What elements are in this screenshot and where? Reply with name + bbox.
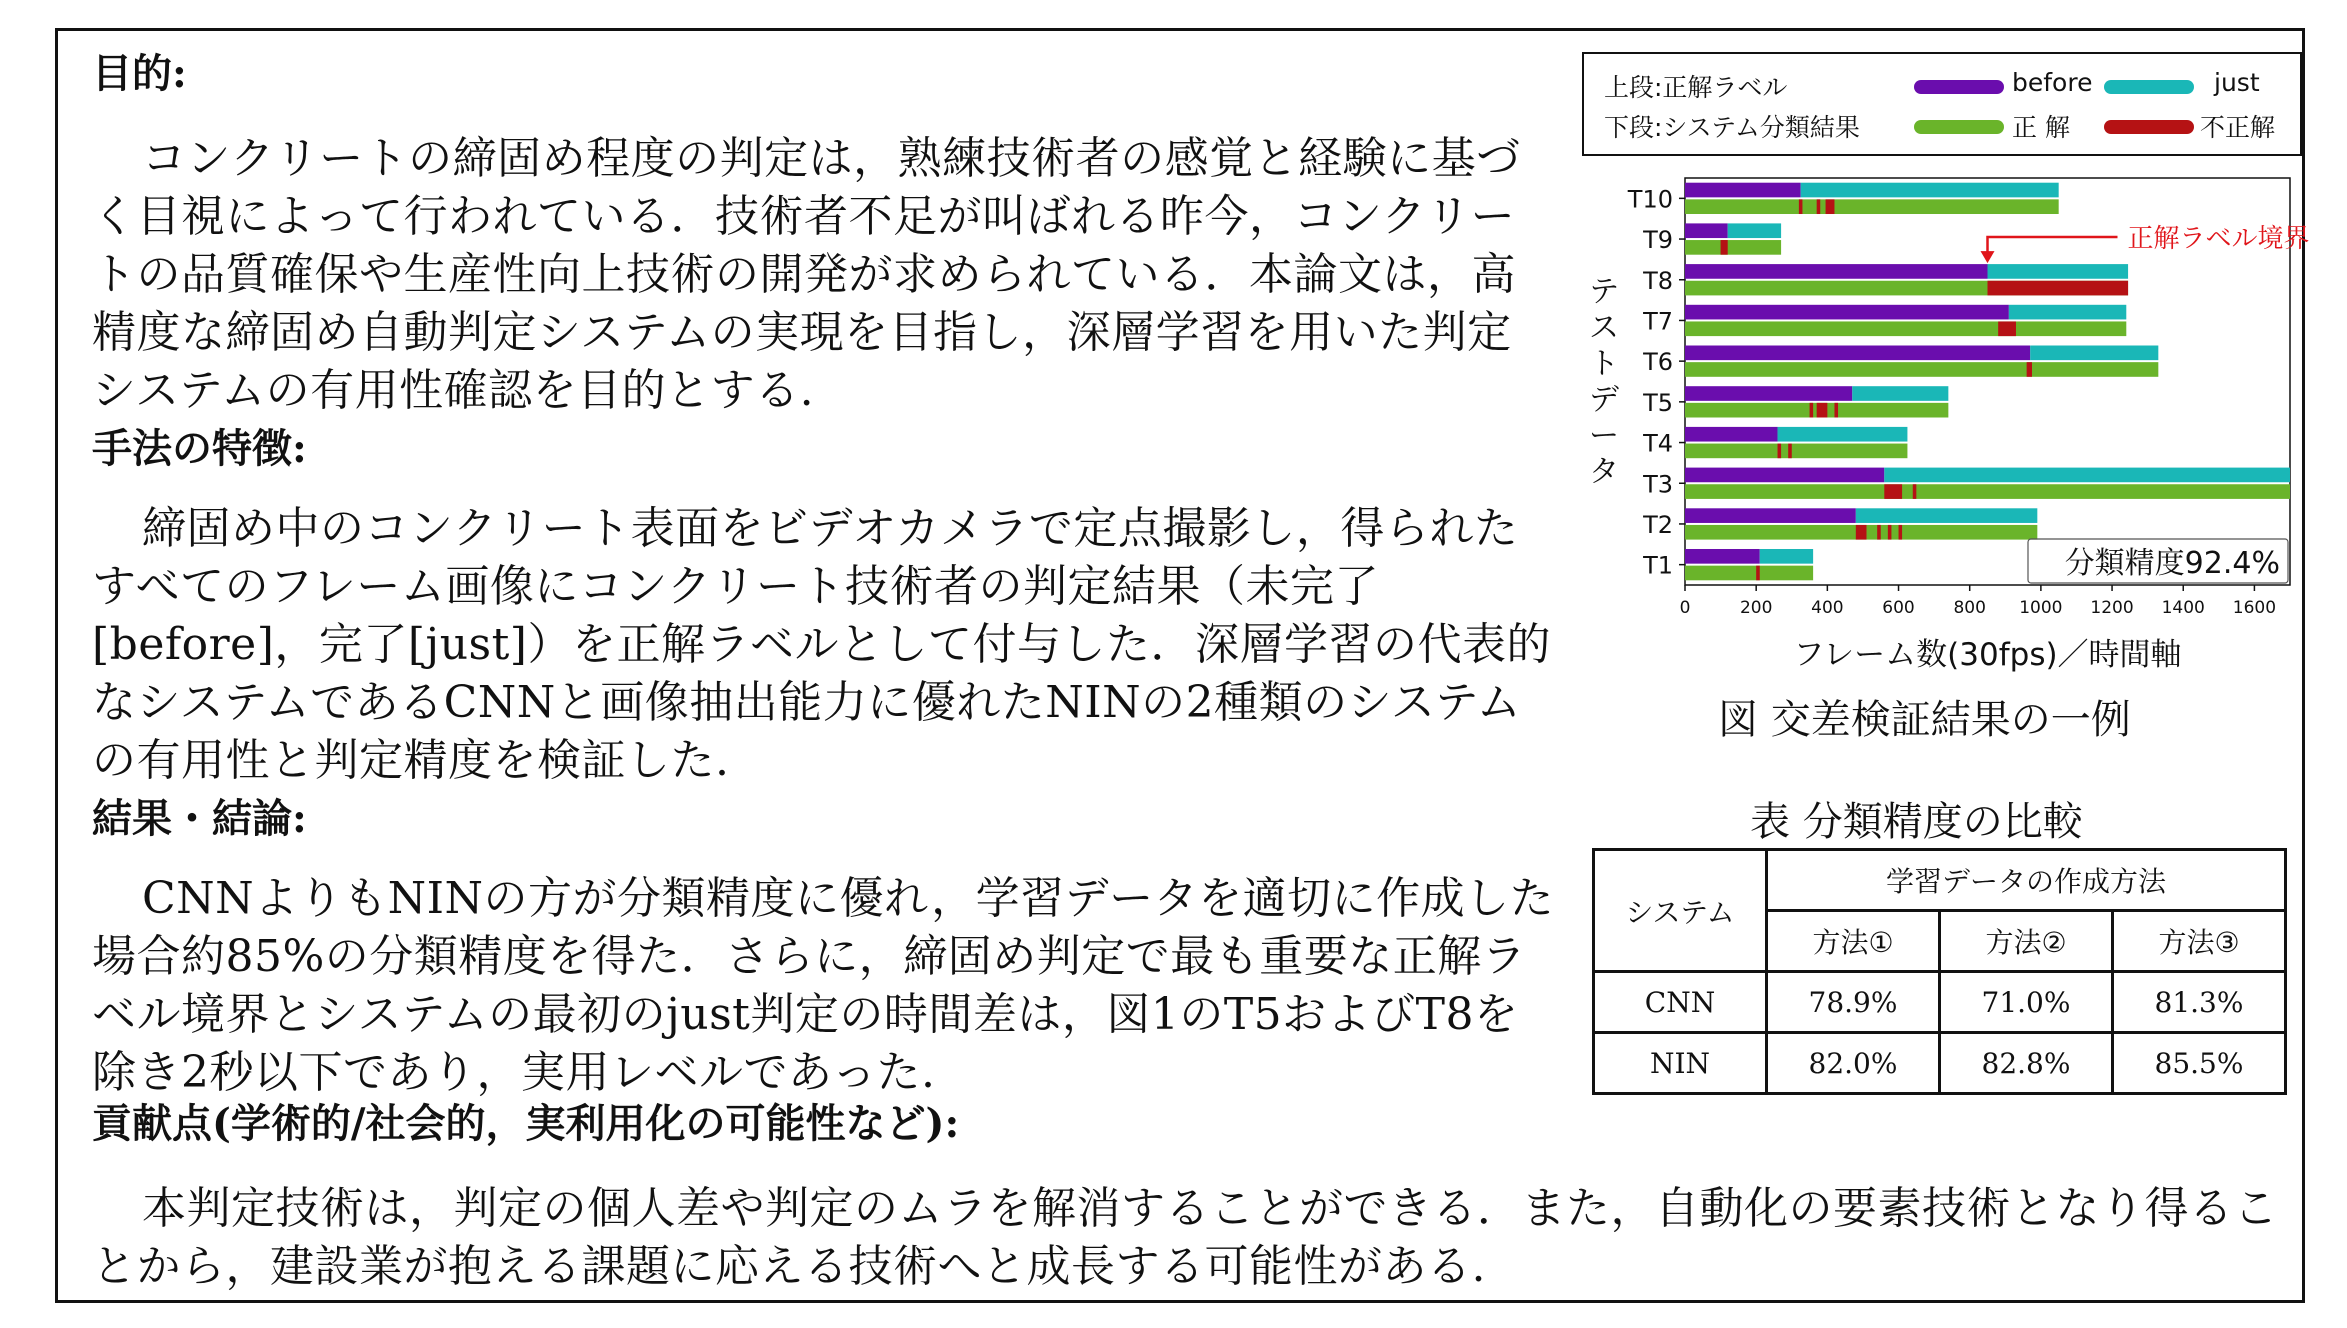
table-row [1594, 1033, 2286, 1094]
body-method: 締固め中のコンクリート表面をビデオカメラで定点撮影し，得られたすべてのフレーム画像にコンクリート技術者の判定結果（未完了[before]，完了[just]）を正解ラベルとして付与した．深層学習の代表的なシステムであるCNNと画像抽出能力に優れたNINの2種類のシステムの有用性と判定精度を検証した. [92, 503, 1551, 786]
bar-lower-incorrect-T5-0 [1810, 403, 1814, 418]
bar-upper-just-T7 [2009, 305, 2126, 320]
legend-before-swatch [1914, 80, 2004, 94]
bar-lower-incorrect-T10-2 [1826, 199, 1835, 214]
heading-method: 手法の特徴: [92, 425, 307, 472]
bar-upper-before-T3 [1685, 468, 1884, 483]
table-cell: 82.0% [1767, 1033, 1940, 1094]
table-cell: 82.8% [1940, 1033, 2113, 1094]
table-header-method-1: 方法① [1767, 911, 1940, 972]
table-cell: 71.0% [1940, 972, 2113, 1033]
table-header-method-3: 方法③ [2113, 911, 2286, 972]
bar-lower-correct-T9 [1685, 240, 1781, 255]
bar-lower-incorrect-T10-0 [1799, 199, 1803, 214]
bar-lower-correct-T1 [1685, 566, 1813, 581]
bar-upper-before-T5 [1685, 386, 1852, 401]
legend-correct-label: 正 解 [2012, 113, 2070, 142]
bar-upper-before-T7 [1685, 305, 2009, 320]
bar-lower-incorrect-T2-2 [1888, 525, 1892, 540]
heading-contribution: 貢献点(学術的/社会的，実利用化の可能性など): [92, 1100, 960, 1147]
table-header-group: 学習データの作成方法 [1767, 850, 2286, 911]
bar-upper-before-T10 [1685, 183, 1801, 198]
x-tick-label-200: 200 [1739, 598, 1773, 618]
bar-lower-correct-T4 [1685, 444, 1907, 459]
y-tick-label-T10: T10 [1627, 185, 1673, 214]
heading-purpose: 目的: [92, 50, 187, 97]
bar-upper-before-T8 [1685, 264, 1988, 279]
bar-upper-just-T10 [1801, 183, 2059, 198]
body-results: CNNよりもNINの方が分類精度に優れ，学習データを適切に作成した場合約85%の分類精度を得た．さらに，締固め判定で最も重要な正解ラベル境界とシステムの最初のjust判定の時間差は，図1のT5およびT8を除き2秒以下であり，実用レベルであった. [92, 873, 1555, 1098]
bar-lower-correct-T7 [1685, 321, 2126, 336]
x-tick-label-400: 400 [1811, 598, 1844, 618]
table-cell-system: CNN [1594, 972, 1767, 1033]
y-axis-label: テストデータ [1589, 274, 1619, 490]
annotation-arrow-head [1981, 251, 1995, 263]
bar-upper-just-T2 [1856, 508, 2038, 523]
bar-lower-incorrect-T8-0 [1988, 281, 2129, 296]
bar-lower-incorrect-T10-1 [1817, 199, 1821, 214]
legend-just-swatch [2104, 80, 2194, 94]
y-tick-label-T3: T3 [1643, 470, 1673, 499]
x-tick-label-1200: 1200 [2090, 598, 2134, 618]
legend-correct-swatch [1914, 120, 2004, 134]
bar-upper-just-T8 [1988, 264, 2129, 279]
table-header-method-2: 方法② [1940, 911, 2113, 972]
x-tick-label-0: 0 [1679, 598, 1691, 618]
legend-upper-label: 上段:正解ラベル [1604, 73, 1788, 102]
bar-lower-incorrect-T9-0 [1721, 240, 1728, 255]
bar-upper-before-T2 [1685, 508, 1856, 523]
accuracy-label: 分類精度92.4% [2064, 546, 2280, 581]
bar-lower-incorrect-T4-0 [1778, 444, 1782, 459]
x-axis-label: フレーム数(30fps)／時間軸 [1793, 637, 2182, 673]
bar-lower-correct-T10 [1685, 199, 2059, 214]
bar-lower-incorrect-T5-1 [1817, 403, 1828, 418]
bar-upper-just-T1 [1760, 549, 1813, 564]
y-tick-label-T7: T7 [1643, 307, 1673, 336]
bar-lower-incorrect-T2-0 [1856, 525, 1867, 540]
legend-before-label: before [2012, 68, 2093, 97]
x-tick-label-1600: 1600 [2232, 598, 2277, 618]
bar-upper-before-T9 [1685, 223, 1728, 238]
chart-legend [1582, 52, 2302, 156]
bar-lower-incorrect-T2-3 [1899, 525, 1903, 540]
body-contribution: 本判定技術は，判定の個人差や判定のムラを解消することができる．また，自動化の要素技術となり得ることから，建設業が抱える課題に応える技術へと成長する可能性がある. [92, 1183, 2278, 1292]
table-row [1594, 972, 2286, 1033]
annotation-label: 正解ラベル境界 [2127, 224, 2310, 255]
legend-lower-label: 下段:システム分類結果 [1604, 113, 1860, 142]
x-tick-label-1000: 1000 [2019, 598, 2063, 618]
body-purpose: コンクリートの締固め程度の判定は，熟練技術者の感覚と経験に基づく目視によって行われている．技術者不足が叫ばれる昨今，コンクリートの品質確保や生産性向上技術の開発が求められている．本論文は，高精度な締固め自動判定システムの実現を目指し，深層学習を用いた判定システムの有用性確認を目的とする. [92, 133, 1521, 416]
bar-lower-correct-T6 [1685, 362, 2158, 377]
y-tick-label-T9: T9 [1643, 226, 1673, 255]
bar-upper-just-T4 [1778, 427, 1908, 442]
cross-validation-chart [1580, 170, 2310, 690]
figure-caption: 図 交差検証結果の一例 [1718, 697, 2131, 743]
bar-upper-just-T3 [1884, 468, 2290, 483]
y-tick-label-T2: T2 [1643, 510, 1673, 539]
table-cell: 85.5% [2113, 1033, 2286, 1094]
table-header-system: システム [1594, 850, 1767, 972]
y-tick-label-T1: T1 [1643, 551, 1673, 580]
x-tick-label-1400: 1400 [2161, 598, 2205, 618]
table-cell: 78.9% [1767, 972, 1940, 1033]
y-tick-label-T8: T8 [1643, 266, 1673, 295]
bar-upper-before-T6 [1685, 345, 2030, 360]
legend-just-label: just [2214, 68, 2260, 97]
bar-lower-incorrect-T3-1 [1913, 484, 1917, 499]
bar-upper-just-T6 [2030, 345, 2158, 360]
bar-lower-incorrect-T7-0 [1998, 321, 2016, 336]
table-title: 表 分類精度の比較 [1750, 799, 2083, 845]
bar-lower-incorrect-T1-0 [1756, 566, 1760, 581]
y-tick-label-T4: T4 [1643, 429, 1673, 458]
heading-results: 結果・結論: [92, 795, 307, 842]
bar-upper-before-T4 [1685, 427, 1778, 442]
y-tick-label-T5: T5 [1643, 388, 1673, 417]
accuracy-table [1592, 848, 2287, 1095]
bar-lower-incorrect-T6-0 [2027, 362, 2032, 377]
bar-lower-incorrect-T5-2 [1834, 403, 1838, 418]
bar-upper-just-T5 [1852, 386, 1948, 401]
bar-upper-just-T9 [1728, 223, 1781, 238]
bar-upper-before-T1 [1685, 549, 1760, 564]
table-cell-system: NIN [1594, 1033, 1767, 1094]
bar-lower-correct-T3 [1685, 484, 2290, 499]
x-tick-label-800: 800 [1953, 598, 1986, 618]
table-cell: 81.3% [2113, 972, 2286, 1033]
legend-incorrect-swatch [2104, 120, 2194, 134]
bar-lower-incorrect-T3-0 [1884, 484, 1902, 499]
y-tick-label-T6: T6 [1643, 348, 1673, 377]
x-tick-label-600: 600 [1882, 598, 1915, 618]
bar-lower-incorrect-T4-1 [1788, 444, 1792, 459]
bar-lower-incorrect-T2-1 [1877, 525, 1881, 540]
annotation-arrow-line [1988, 237, 2118, 259]
legend-incorrect-label: 不正解 [2200, 113, 2276, 142]
